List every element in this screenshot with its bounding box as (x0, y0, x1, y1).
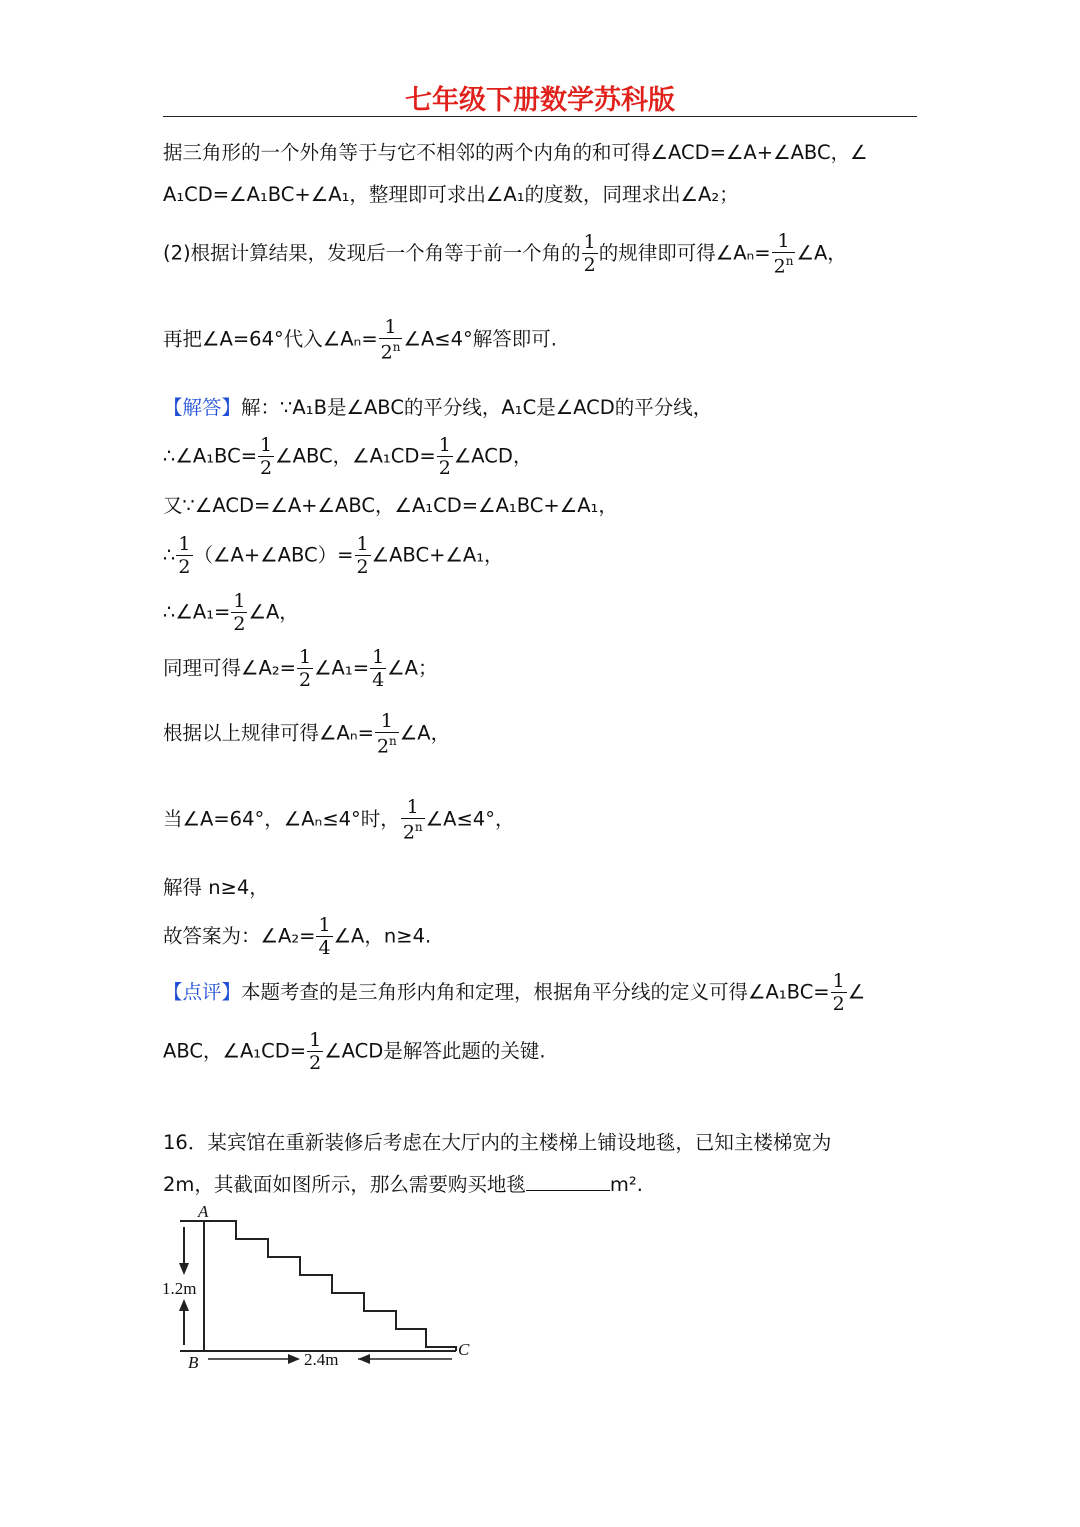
answer-text: ∠ABC+∠A₁， (371, 543, 504, 567)
page-header-title: 七年级下册数学苏科版 (405, 85, 675, 116)
answer-line-10 (163, 916, 923, 958)
fraction-half: $\frac{1}{2}$ (356, 533, 369, 578)
comment-line-2 (163, 1031, 923, 1073)
question-text: m². (609, 1173, 643, 1196)
analysis-line-2: A₁CD=∠A₁BC+∠A₁，整理即可求出∠A₁的度数，同理求出∠A₂； (163, 183, 739, 206)
answer-line-2 (163, 436, 923, 478)
stair-profile (204, 1221, 456, 1351)
comment-text: ∠ACD是解答此题的关键. (324, 1039, 546, 1063)
height-label: 1.2m (162, 1279, 197, 1298)
answer-text: ∴ (163, 543, 176, 567)
answer-line-1 (163, 398, 923, 418)
fraction-quarter: $\frac{1}{4}$ (318, 914, 331, 959)
question-text: 2m，其截面如图所示，那么需要购买地毯 (163, 1173, 526, 1196)
analysis-text: ∠A≤4°解答即可. (403, 327, 557, 351)
answer-text: ∴∠A₁BC= (163, 444, 258, 468)
arrow-left-icon (358, 1354, 370, 1364)
label-a: A (198, 1203, 209, 1221)
answer-line-3: 又∵∠ACD=∠A+∠ABC，∠A₁CD=∠A₁BC+∠A₁， (163, 494, 618, 517)
arrow-up-icon (179, 1299, 189, 1311)
answer-text: ∠A≤4°， (425, 807, 515, 831)
answer-text: 当∠A=64°，∠Aₙ≤4°时， (163, 807, 400, 831)
fraction-quarter: $\frac{1}{4}$ (372, 646, 385, 691)
comment-text: 本题考查的是三角形内角和定理，根据角平分线的定义可得∠A₁BC= (241, 980, 830, 1004)
comment-label: 【点评】 (163, 980, 242, 1004)
width-label: 2.4m (304, 1350, 339, 1369)
answer-blank (526, 1176, 610, 1191)
comment-line-1 (163, 972, 923, 1014)
answer-text: ∠A， (399, 721, 451, 745)
analysis-text: 再把∠A=64°代入∠Aₙ= (163, 327, 378, 351)
label-b: B (188, 1353, 199, 1372)
answer-text: ∠A₁= (314, 656, 370, 680)
fraction-half: $\frac{1}{2}$ (298, 646, 312, 691)
analysis-line-1: 据三角形的一个外角等于与它不相邻的两个内角的和可得∠ACD=∠A+∠ABC，∠ (163, 141, 868, 164)
answer-line-5 (163, 592, 923, 634)
answer-text: 根据以上规律可得∠Aₙ= (163, 721, 374, 745)
question-16-line-2 (163, 1175, 923, 1195)
analysis-text: ∠A， (796, 241, 847, 265)
answer-line-8 (163, 798, 923, 842)
fraction-half: $\frac{1}{2}$ (233, 590, 246, 635)
answer-text: 故答案为：∠A₂= (163, 924, 316, 948)
fraction-half: $\frac{1}{2}$ (438, 434, 451, 479)
analysis-text: 的规律即可得∠Aₙ= (598, 241, 771, 265)
analysis-text: (2)根据计算结果，发现后一个角等于前一个角的 (163, 241, 581, 265)
fraction-half: $\frac{1}{2}$ (583, 231, 596, 277)
answer-text: 解：∵A₁B是∠ABC的平分线，A₁C是∠ACD的平分线， (241, 396, 713, 419)
answer-text: ∠A； (387, 656, 438, 680)
fraction-half: $\frac{1}{2}$ (309, 1029, 322, 1074)
question-16-line-1: 16．某宾馆在重新装修后考虑在大厅内的主楼梯上铺设地毯，已知主楼梯宽为 (163, 1131, 832, 1154)
fraction-one-over-2n: $\frac{1}{2^n}$ (402, 796, 423, 844)
answer-text: ∠ACD， (453, 444, 533, 468)
fraction-one-over-2n: $\frac{1}{2^n}$ (773, 230, 794, 278)
answer-text: ∠A， (248, 600, 299, 624)
fraction-one-over-2n: $\frac{1}{2^n}$ (376, 710, 397, 758)
fraction-half: $\frac{1}{2}$ (178, 533, 191, 578)
analysis-line-3 (163, 232, 923, 276)
answer-text: ∠ABC，∠A₁CD= (275, 444, 436, 468)
arrow-down-icon (179, 1263, 189, 1275)
staircase-figure (158, 1203, 478, 1378)
analysis-line-4 (163, 318, 923, 362)
answer-line-7 (163, 712, 923, 756)
answer-label: 【解答】 (163, 396, 242, 419)
answer-text: （∠A+∠ABC）= (193, 543, 354, 567)
answer-line-4 (163, 535, 923, 577)
answer-text: ∴∠A₁= (163, 600, 231, 624)
label-c: C (458, 1340, 470, 1359)
answer-text: ∠A，n≥4. (333, 924, 432, 948)
fraction-one-over-2n: $\frac{1}{2^n}$ (380, 316, 401, 364)
fraction-half: $\frac{1}{2}$ (832, 970, 845, 1015)
header-divider (163, 116, 917, 117)
answer-line-6 (163, 648, 923, 690)
answer-line-9: 解得 n≥4， (163, 876, 269, 899)
fraction-half: $\frac{1}{2}$ (260, 434, 273, 479)
comment-text: ABC，∠A₁CD= (163, 1039, 307, 1063)
comment-text: ∠ (847, 980, 866, 1004)
answer-text: 同理可得∠A₂= (163, 656, 296, 680)
arrow-right-icon (288, 1354, 300, 1364)
